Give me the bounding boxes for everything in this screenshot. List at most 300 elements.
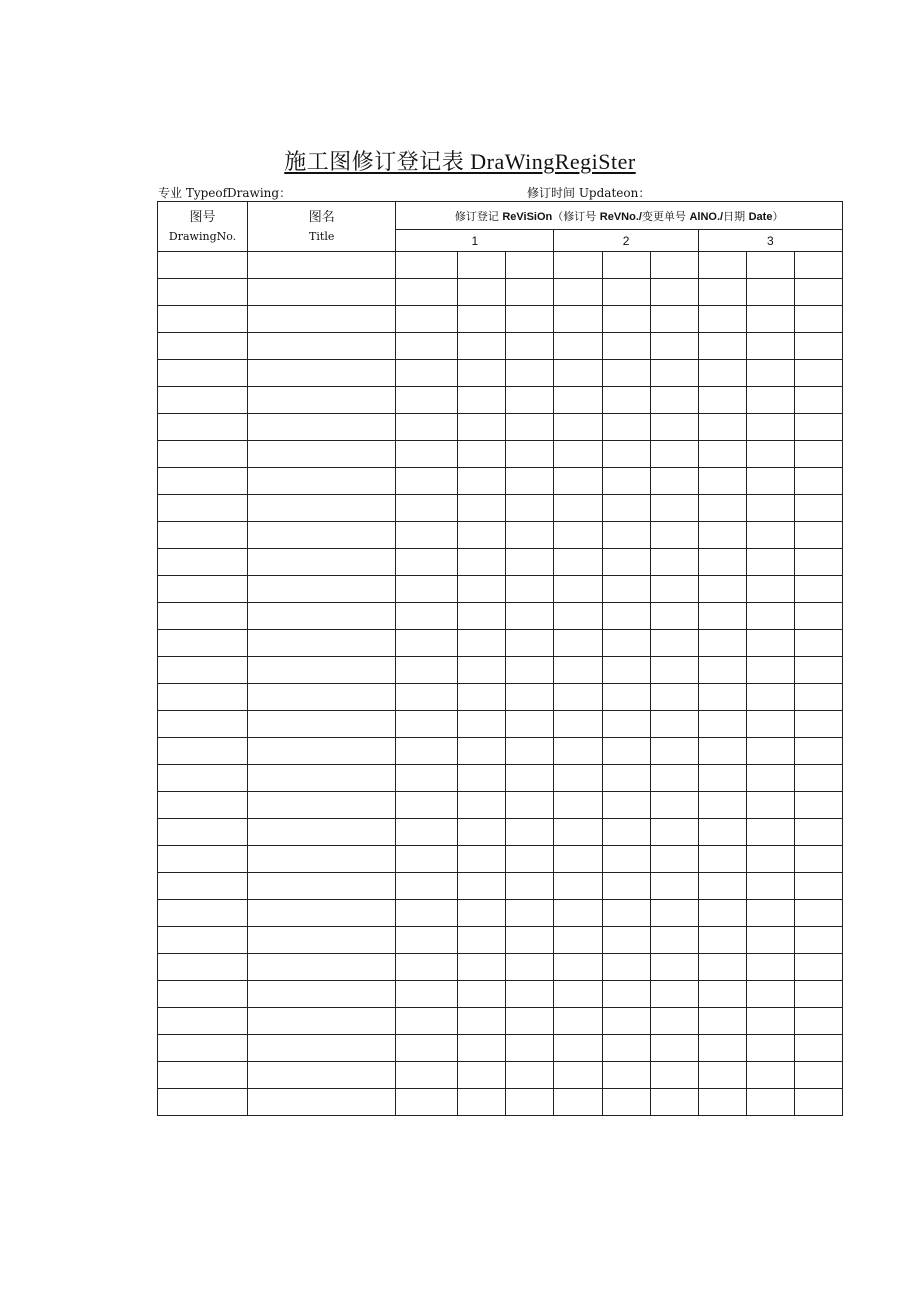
- revision-cell[interactable]: [794, 981, 842, 1008]
- revision-cell[interactable]: [650, 495, 698, 522]
- revision-cell[interactable]: [794, 873, 842, 900]
- revision-cell[interactable]: [506, 360, 554, 387]
- revision-cell[interactable]: [506, 954, 554, 981]
- revision-cell[interactable]: [650, 603, 698, 630]
- revision-cell[interactable]: [458, 954, 506, 981]
- revision-cell[interactable]: [396, 630, 458, 657]
- revision-cell[interactable]: [602, 900, 650, 927]
- drawing-no-cell[interactable]: [158, 522, 248, 549]
- revision-cell[interactable]: [506, 846, 554, 873]
- title-cell[interactable]: [248, 360, 396, 387]
- revision-cell[interactable]: [602, 279, 650, 306]
- drawing-no-cell[interactable]: [158, 414, 248, 441]
- revision-cell[interactable]: [506, 252, 554, 279]
- revision-cell[interactable]: [794, 954, 842, 981]
- revision-cell[interactable]: [650, 522, 698, 549]
- revision-cell[interactable]: [746, 522, 794, 549]
- revision-cell[interactable]: [396, 927, 458, 954]
- revision-cell[interactable]: [794, 1089, 842, 1116]
- title-cell[interactable]: [248, 576, 396, 603]
- revision-cell[interactable]: [396, 765, 458, 792]
- revision-cell[interactable]: [396, 819, 458, 846]
- revision-cell[interactable]: [602, 1089, 650, 1116]
- title-cell[interactable]: [248, 1089, 396, 1116]
- revision-cell[interactable]: [396, 468, 458, 495]
- revision-cell[interactable]: [698, 981, 746, 1008]
- revision-cell[interactable]: [554, 927, 602, 954]
- revision-cell[interactable]: [554, 1062, 602, 1089]
- title-cell[interactable]: [248, 873, 396, 900]
- revision-cell[interactable]: [602, 495, 650, 522]
- revision-cell[interactable]: [506, 630, 554, 657]
- revision-cell[interactable]: [698, 468, 746, 495]
- revision-cell[interactable]: [458, 603, 506, 630]
- revision-cell[interactable]: [650, 387, 698, 414]
- drawing-no-cell[interactable]: [158, 711, 248, 738]
- revision-cell[interactable]: [396, 360, 458, 387]
- revision-cell[interactable]: [794, 576, 842, 603]
- revision-cell[interactable]: [396, 954, 458, 981]
- revision-cell[interactable]: [554, 495, 602, 522]
- revision-cell[interactable]: [602, 927, 650, 954]
- revision-cell[interactable]: [396, 549, 458, 576]
- drawing-no-cell[interactable]: [158, 1035, 248, 1062]
- revision-cell[interactable]: [554, 711, 602, 738]
- revision-cell[interactable]: [746, 711, 794, 738]
- revision-cell[interactable]: [794, 387, 842, 414]
- revision-cell[interactable]: [602, 630, 650, 657]
- revision-cell[interactable]: [458, 495, 506, 522]
- revision-cell[interactable]: [602, 468, 650, 495]
- revision-cell[interactable]: [794, 495, 842, 522]
- revision-cell[interactable]: [746, 387, 794, 414]
- revision-cell[interactable]: [746, 684, 794, 711]
- revision-cell[interactable]: [458, 684, 506, 711]
- revision-cell[interactable]: [650, 630, 698, 657]
- revision-cell[interactable]: [506, 603, 554, 630]
- revision-cell[interactable]: [506, 549, 554, 576]
- revision-cell[interactable]: [698, 522, 746, 549]
- title-cell[interactable]: [248, 387, 396, 414]
- revision-cell[interactable]: [458, 414, 506, 441]
- revision-cell[interactable]: [458, 738, 506, 765]
- revision-cell[interactable]: [698, 279, 746, 306]
- drawing-no-cell[interactable]: [158, 1062, 248, 1089]
- revision-cell[interactable]: [602, 1008, 650, 1035]
- revision-cell[interactable]: [554, 549, 602, 576]
- revision-cell[interactable]: [794, 360, 842, 387]
- revision-cell[interactable]: [698, 1035, 746, 1062]
- revision-cell[interactable]: [650, 846, 698, 873]
- title-cell[interactable]: [248, 252, 396, 279]
- revision-cell[interactable]: [602, 603, 650, 630]
- revision-cell[interactable]: [396, 981, 458, 1008]
- revision-cell[interactable]: [458, 576, 506, 603]
- revision-cell[interactable]: [396, 603, 458, 630]
- revision-cell[interactable]: [458, 657, 506, 684]
- revision-cell[interactable]: [554, 522, 602, 549]
- revision-cell[interactable]: [396, 711, 458, 738]
- revision-cell[interactable]: [554, 387, 602, 414]
- revision-cell[interactable]: [602, 684, 650, 711]
- drawing-no-cell[interactable]: [158, 819, 248, 846]
- revision-cell[interactable]: [602, 549, 650, 576]
- revision-cell[interactable]: [458, 333, 506, 360]
- revision-cell[interactable]: [746, 738, 794, 765]
- revision-cell[interactable]: [650, 711, 698, 738]
- revision-cell[interactable]: [794, 252, 842, 279]
- revision-cell[interactable]: [396, 846, 458, 873]
- revision-cell[interactable]: [794, 603, 842, 630]
- title-cell[interactable]: [248, 846, 396, 873]
- revision-cell[interactable]: [746, 603, 794, 630]
- title-cell[interactable]: [248, 900, 396, 927]
- revision-cell[interactable]: [506, 792, 554, 819]
- revision-cell[interactable]: [602, 981, 650, 1008]
- revision-cell[interactable]: [506, 441, 554, 468]
- revision-cell[interactable]: [602, 414, 650, 441]
- drawing-no-cell[interactable]: [158, 792, 248, 819]
- title-cell[interactable]: [248, 333, 396, 360]
- revision-cell[interactable]: [650, 1089, 698, 1116]
- revision-cell[interactable]: [554, 306, 602, 333]
- revision-cell[interactable]: [602, 711, 650, 738]
- revision-cell[interactable]: [794, 1035, 842, 1062]
- title-cell[interactable]: [248, 711, 396, 738]
- revision-cell[interactable]: [698, 684, 746, 711]
- revision-cell[interactable]: [506, 981, 554, 1008]
- revision-cell[interactable]: [458, 1008, 506, 1035]
- revision-cell[interactable]: [396, 1089, 458, 1116]
- revision-cell[interactable]: [506, 1062, 554, 1089]
- revision-cell[interactable]: [794, 414, 842, 441]
- revision-cell[interactable]: [794, 1008, 842, 1035]
- revision-cell[interactable]: [794, 711, 842, 738]
- revision-cell[interactable]: [396, 522, 458, 549]
- revision-cell[interactable]: [650, 981, 698, 1008]
- revision-cell[interactable]: [396, 1062, 458, 1089]
- revision-cell[interactable]: [794, 630, 842, 657]
- revision-cell[interactable]: [698, 954, 746, 981]
- revision-cell[interactable]: [554, 900, 602, 927]
- revision-cell[interactable]: [458, 252, 506, 279]
- revision-cell[interactable]: [396, 387, 458, 414]
- revision-cell[interactable]: [698, 306, 746, 333]
- revision-cell[interactable]: [396, 333, 458, 360]
- revision-cell[interactable]: [794, 657, 842, 684]
- drawing-no-cell[interactable]: [158, 900, 248, 927]
- revision-cell[interactable]: [746, 1089, 794, 1116]
- revision-cell[interactable]: [698, 333, 746, 360]
- revision-cell[interactable]: [698, 819, 746, 846]
- revision-cell[interactable]: [554, 738, 602, 765]
- revision-cell[interactable]: [746, 360, 794, 387]
- revision-cell[interactable]: [396, 657, 458, 684]
- revision-cell[interactable]: [458, 819, 506, 846]
- revision-cell[interactable]: [746, 792, 794, 819]
- revision-cell[interactable]: [602, 954, 650, 981]
- drawing-no-cell[interactable]: [158, 333, 248, 360]
- revision-cell[interactable]: [458, 387, 506, 414]
- revision-cell[interactable]: [698, 576, 746, 603]
- revision-cell[interactable]: [554, 333, 602, 360]
- revision-cell[interactable]: [650, 549, 698, 576]
- revision-cell[interactable]: [602, 333, 650, 360]
- revision-cell[interactable]: [650, 927, 698, 954]
- revision-cell[interactable]: [602, 360, 650, 387]
- revision-cell[interactable]: [746, 954, 794, 981]
- revision-cell[interactable]: [650, 468, 698, 495]
- revision-cell[interactable]: [602, 441, 650, 468]
- revision-cell[interactable]: [554, 1035, 602, 1062]
- revision-cell[interactable]: [794, 1062, 842, 1089]
- revision-cell[interactable]: [506, 1035, 554, 1062]
- revision-cell[interactable]: [698, 1008, 746, 1035]
- revision-cell[interactable]: [698, 765, 746, 792]
- title-cell[interactable]: [248, 279, 396, 306]
- revision-cell[interactable]: [794, 738, 842, 765]
- revision-cell[interactable]: [458, 1062, 506, 1089]
- revision-cell[interactable]: [746, 252, 794, 279]
- drawing-no-cell[interactable]: [158, 738, 248, 765]
- title-cell[interactable]: [248, 1008, 396, 1035]
- revision-cell[interactable]: [458, 630, 506, 657]
- revision-cell[interactable]: [506, 1089, 554, 1116]
- revision-cell[interactable]: [698, 1062, 746, 1089]
- revision-cell[interactable]: [698, 630, 746, 657]
- revision-cell[interactable]: [698, 792, 746, 819]
- revision-cell[interactable]: [458, 900, 506, 927]
- revision-cell[interactable]: [458, 306, 506, 333]
- revision-cell[interactable]: [746, 495, 794, 522]
- revision-cell[interactable]: [794, 468, 842, 495]
- revision-cell[interactable]: [506, 468, 554, 495]
- revision-cell[interactable]: [746, 1035, 794, 1062]
- revision-cell[interactable]: [458, 468, 506, 495]
- revision-cell[interactable]: [396, 495, 458, 522]
- revision-cell[interactable]: [602, 1062, 650, 1089]
- drawing-no-cell[interactable]: [158, 981, 248, 1008]
- revision-cell[interactable]: [458, 279, 506, 306]
- revision-cell[interactable]: [554, 576, 602, 603]
- revision-cell[interactable]: [554, 252, 602, 279]
- revision-cell[interactable]: [698, 387, 746, 414]
- revision-cell[interactable]: [602, 387, 650, 414]
- revision-cell[interactable]: [396, 441, 458, 468]
- title-cell[interactable]: [248, 927, 396, 954]
- revision-cell[interactable]: [554, 792, 602, 819]
- revision-cell[interactable]: [746, 819, 794, 846]
- title-cell[interactable]: [248, 549, 396, 576]
- title-cell[interactable]: [248, 1062, 396, 1089]
- revision-cell[interactable]: [650, 873, 698, 900]
- revision-cell[interactable]: [746, 306, 794, 333]
- title-cell[interactable]: [248, 684, 396, 711]
- drawing-no-cell[interactable]: [158, 846, 248, 873]
- title-cell[interactable]: [248, 738, 396, 765]
- revision-cell[interactable]: [746, 900, 794, 927]
- revision-cell[interactable]: [698, 738, 746, 765]
- revision-cell[interactable]: [746, 630, 794, 657]
- title-cell[interactable]: [248, 306, 396, 333]
- revision-cell[interactable]: [506, 684, 554, 711]
- revision-cell[interactable]: [506, 306, 554, 333]
- revision-cell[interactable]: [396, 279, 458, 306]
- revision-cell[interactable]: [698, 873, 746, 900]
- revision-cell[interactable]: [794, 792, 842, 819]
- revision-cell[interactable]: [794, 819, 842, 846]
- revision-cell[interactable]: [602, 657, 650, 684]
- drawing-no-cell[interactable]: [158, 468, 248, 495]
- revision-cell[interactable]: [650, 252, 698, 279]
- revision-cell[interactable]: [396, 684, 458, 711]
- revision-cell[interactable]: [746, 1062, 794, 1089]
- revision-cell[interactable]: [698, 549, 746, 576]
- revision-cell[interactable]: [602, 765, 650, 792]
- revision-cell[interactable]: [650, 360, 698, 387]
- revision-cell[interactable]: [794, 522, 842, 549]
- revision-cell[interactable]: [506, 333, 554, 360]
- drawing-no-cell[interactable]: [158, 441, 248, 468]
- revision-cell[interactable]: [794, 306, 842, 333]
- revision-cell[interactable]: [746, 873, 794, 900]
- revision-cell[interactable]: [650, 333, 698, 360]
- title-cell[interactable]: [248, 414, 396, 441]
- drawing-no-cell[interactable]: [158, 495, 248, 522]
- revision-cell[interactable]: [698, 846, 746, 873]
- revision-cell[interactable]: [650, 414, 698, 441]
- revision-cell[interactable]: [698, 603, 746, 630]
- revision-cell[interactable]: [746, 981, 794, 1008]
- drawing-no-cell[interactable]: [158, 549, 248, 576]
- drawing-no-cell[interactable]: [158, 1008, 248, 1035]
- revision-cell[interactable]: [650, 576, 698, 603]
- revision-cell[interactable]: [506, 522, 554, 549]
- drawing-no-cell[interactable]: [158, 306, 248, 333]
- revision-cell[interactable]: [554, 1089, 602, 1116]
- revision-cell[interactable]: [602, 792, 650, 819]
- revision-cell[interactable]: [458, 873, 506, 900]
- revision-cell[interactable]: [458, 792, 506, 819]
- title-cell[interactable]: [248, 765, 396, 792]
- revision-cell[interactable]: [698, 1089, 746, 1116]
- revision-cell[interactable]: [458, 927, 506, 954]
- revision-cell[interactable]: [794, 684, 842, 711]
- revision-cell[interactable]: [458, 711, 506, 738]
- drawing-no-cell[interactable]: [158, 252, 248, 279]
- revision-cell[interactable]: [746, 765, 794, 792]
- revision-cell[interactable]: [554, 981, 602, 1008]
- revision-cell[interactable]: [602, 1035, 650, 1062]
- title-cell[interactable]: [248, 954, 396, 981]
- revision-cell[interactable]: [746, 927, 794, 954]
- revision-cell[interactable]: [396, 873, 458, 900]
- drawing-no-cell[interactable]: [158, 387, 248, 414]
- revision-cell[interactable]: [554, 630, 602, 657]
- drawing-no-cell[interactable]: [158, 1089, 248, 1116]
- revision-cell[interactable]: [602, 846, 650, 873]
- revision-cell[interactable]: [506, 711, 554, 738]
- revision-cell[interactable]: [554, 819, 602, 846]
- title-cell[interactable]: [248, 441, 396, 468]
- revision-cell[interactable]: [794, 549, 842, 576]
- title-cell[interactable]: [248, 981, 396, 1008]
- revision-cell[interactable]: [650, 657, 698, 684]
- drawing-no-cell[interactable]: [158, 765, 248, 792]
- revision-cell[interactable]: [746, 549, 794, 576]
- revision-cell[interactable]: [650, 1008, 698, 1035]
- revision-cell[interactable]: [506, 495, 554, 522]
- revision-cell[interactable]: [794, 441, 842, 468]
- revision-cell[interactable]: [746, 576, 794, 603]
- revision-cell[interactable]: [506, 927, 554, 954]
- title-cell[interactable]: [248, 522, 396, 549]
- revision-cell[interactable]: [650, 900, 698, 927]
- revision-cell[interactable]: [458, 522, 506, 549]
- revision-cell[interactable]: [650, 279, 698, 306]
- revision-cell[interactable]: [602, 738, 650, 765]
- drawing-no-cell[interactable]: [158, 360, 248, 387]
- revision-cell[interactable]: [746, 468, 794, 495]
- revision-cell[interactable]: [794, 333, 842, 360]
- revision-cell[interactable]: [554, 468, 602, 495]
- title-cell[interactable]: [248, 630, 396, 657]
- revision-cell[interactable]: [794, 279, 842, 306]
- revision-cell[interactable]: [794, 765, 842, 792]
- revision-cell[interactable]: [506, 1008, 554, 1035]
- revision-cell[interactable]: [506, 657, 554, 684]
- revision-cell[interactable]: [458, 765, 506, 792]
- revision-cell[interactable]: [458, 1035, 506, 1062]
- revision-cell[interactable]: [458, 441, 506, 468]
- revision-cell[interactable]: [698, 711, 746, 738]
- revision-cell[interactable]: [458, 981, 506, 1008]
- title-cell[interactable]: [248, 1035, 396, 1062]
- revision-cell[interactable]: [396, 792, 458, 819]
- revision-cell[interactable]: [506, 738, 554, 765]
- revision-cell[interactable]: [746, 657, 794, 684]
- revision-cell[interactable]: [746, 846, 794, 873]
- revision-cell[interactable]: [650, 954, 698, 981]
- revision-cell[interactable]: [506, 279, 554, 306]
- revision-cell[interactable]: [506, 819, 554, 846]
- revision-cell[interactable]: [506, 576, 554, 603]
- revision-cell[interactable]: [650, 306, 698, 333]
- revision-cell[interactable]: [746, 333, 794, 360]
- revision-cell[interactable]: [458, 1089, 506, 1116]
- revision-cell[interactable]: [396, 1035, 458, 1062]
- revision-cell[interactable]: [794, 846, 842, 873]
- revision-cell[interactable]: [554, 279, 602, 306]
- revision-cell[interactable]: [698, 657, 746, 684]
- revision-cell[interactable]: [650, 765, 698, 792]
- revision-cell[interactable]: [698, 927, 746, 954]
- revision-cell[interactable]: [602, 576, 650, 603]
- revision-cell[interactable]: [396, 414, 458, 441]
- drawing-no-cell[interactable]: [158, 576, 248, 603]
- revision-cell[interactable]: [396, 306, 458, 333]
- revision-cell[interactable]: [650, 1062, 698, 1089]
- title-cell[interactable]: [248, 792, 396, 819]
- revision-cell[interactable]: [650, 792, 698, 819]
- revision-cell[interactable]: [650, 738, 698, 765]
- revision-cell[interactable]: [698, 441, 746, 468]
- revision-cell[interactable]: [794, 900, 842, 927]
- revision-cell[interactable]: [458, 360, 506, 387]
- revision-cell[interactable]: [396, 1008, 458, 1035]
- drawing-no-cell[interactable]: [158, 873, 248, 900]
- revision-cell[interactable]: [506, 765, 554, 792]
